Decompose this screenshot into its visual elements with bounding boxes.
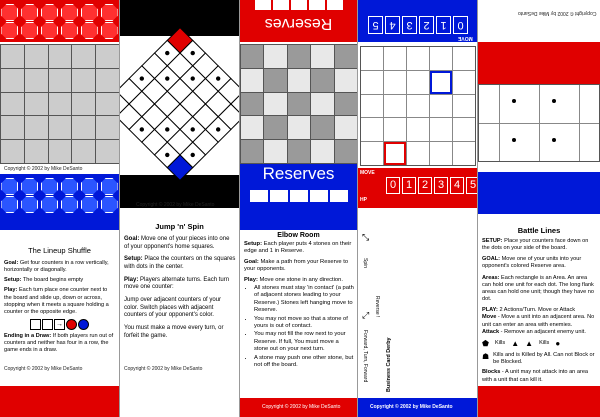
- reserves-title-bottom: Reserves: [262, 164, 335, 183]
- track-square[interactable]: [384, 47, 406, 70]
- track-square[interactable]: [430, 95, 452, 118]
- board-square[interactable]: [49, 140, 72, 163]
- board-square[interactable]: [264, 116, 286, 139]
- board-square[interactable]: [96, 93, 119, 116]
- play-label: Play: [4, 287, 16, 294]
- board-square[interactable]: [241, 69, 263, 92]
- goal-label: Goal: [244, 258, 257, 265]
- gauge-number[interactable]: 3: [402, 16, 417, 34]
- board-square[interactable]: [25, 93, 48, 116]
- kills-text: Kills: [494, 340, 506, 347]
- card-title: Business Card Derby: [386, 337, 392, 392]
- play-text: Each turn place one counter next to the board and slide up, down or across, stopping when it meets a square holding a counter or the opposite edge.: [4, 287, 109, 315]
- setup-text: Each player puts 4 stones on their edge and 1 in Reserve.: [244, 241, 352, 255]
- copyright-text: Copyright © 2002 by Mike DeSanto: [517, 10, 596, 16]
- copyright-text: Copyright © 2002 by Mike DeSanto: [4, 366, 83, 372]
- area[interactable]: [540, 85, 579, 123]
- red-counter: [81, 4, 98, 21]
- track-square[interactable]: [430, 47, 452, 70]
- stone: [327, 0, 343, 10]
- red-counter: [101, 22, 118, 39]
- card-lineup-shuffle: [0, 0, 120, 417]
- board-square[interactable]: [1, 45, 24, 68]
- board-square[interactable]: [49, 116, 72, 139]
- track-square[interactable]: [407, 118, 429, 141]
- draw-label: Ending in a Draw: [4, 333, 50, 339]
- board-square[interactable]: [72, 116, 95, 139]
- red-counter: [41, 22, 58, 39]
- board-square[interactable]: [49, 69, 72, 92]
- track-square[interactable]: [430, 118, 452, 141]
- derby-rules: [386, 212, 454, 392]
- board-square[interactable]: [335, 45, 357, 68]
- board-square[interactable]: [311, 140, 333, 163]
- gauge-top: [360, 16, 476, 34]
- play-text: Move one stone in any direction.: [259, 276, 343, 283]
- gauge-number[interactable]: 4: [450, 177, 464, 194]
- track-square[interactable]: [361, 118, 383, 141]
- area[interactable]: [540, 124, 579, 162]
- setup-label: Setup: [124, 256, 141, 263]
- gauge-number[interactable]: 4: [385, 16, 400, 34]
- red-counter: [61, 4, 78, 21]
- goal-label: GOAL: [482, 256, 499, 263]
- board-square[interactable]: [288, 93, 310, 116]
- track-square[interactable]: [361, 95, 383, 118]
- track-square[interactable]: [361, 71, 383, 94]
- track-square[interactable]: [384, 95, 406, 118]
- board-square[interactable]: [335, 116, 357, 139]
- board-square[interactable]: [335, 93, 357, 116]
- stone: [270, 190, 288, 202]
- goal-label: Goal: [124, 236, 138, 242]
- play-label: PLAY: [482, 307, 496, 314]
- board-square[interactable]: [335, 69, 357, 92]
- triangle-icon: ▲: [511, 338, 520, 348]
- blue-counter: [1, 178, 18, 195]
- goal-label: Goal: [4, 260, 17, 266]
- play-text: 2 Actions/Turn. Move or Attack: [499, 307, 576, 314]
- example-diagram: [30, 319, 89, 330]
- board-square[interactable]: [25, 140, 48, 163]
- blue-stone-row: [240, 190, 357, 202]
- blocks-text: A unit may not attack into an area with a unit that can kill it.: [482, 369, 589, 383]
- blue-counter: [78, 319, 89, 330]
- setup-text: Place the counters on the squares with dots in the center.: [124, 256, 236, 271]
- blue-counter-row-1: [0, 178, 119, 195]
- diagram-square: [42, 319, 53, 330]
- gauge-number[interactable]: 0: [386, 177, 400, 194]
- diamond-board: [120, 0, 240, 208]
- rule-item: • You may not move so that a stone of yours is out of contact.: [254, 316, 354, 331]
- blue-counter: [81, 196, 98, 213]
- blue-counter: [21, 196, 38, 213]
- card-title: The Lineup Shuffle: [28, 246, 91, 255]
- move-text: Move a unit into an adjacent area. No unit can enter an area with enemies.: [482, 314, 595, 328]
- board-square[interactable]: [335, 140, 357, 163]
- card-jump-n-spin: [120, 0, 240, 417]
- track-square[interactable]: [407, 142, 429, 165]
- shield-icon: ⬟: [482, 338, 489, 348]
- setup-label: Setup: [4, 277, 20, 284]
- move-label: Move: [482, 314, 497, 321]
- board-square[interactable]: [72, 93, 95, 116]
- blue-counter: [101, 178, 118, 195]
- battle-board: [478, 84, 600, 162]
- track-square[interactable]: [407, 71, 429, 94]
- gauge-number[interactable]: 5: [466, 177, 478, 194]
- blue-counter: [61, 196, 78, 213]
- checker-board: [240, 44, 358, 164]
- rules-text: Goal: Move one of your pieces into one of your opponent's home squares. Setup: Place the counters on the squares with dots in the center. Play: Players alternate turns. Each turn move one counter: Jump over adjacent counters of your color. Switch places with adjacent counters of your opponent's color. You must make a move every turn, or forfeit the game.: [124, 236, 236, 339]
- draw-rules: Ending in a Draw: If both players run out of counters and neither has four in a row, the game ends in a draw.: [4, 333, 114, 354]
- track-square[interactable]: [361, 47, 383, 70]
- blue-reserve-band: [478, 172, 600, 214]
- forward-icon: ⤢: [362, 310, 370, 320]
- gauge-number[interactable]: 5: [368, 16, 383, 34]
- gauge-number[interactable]: 1: [436, 16, 451, 34]
- stone: [273, 0, 289, 10]
- board-square[interactable]: [96, 69, 119, 92]
- track-square[interactable]: [384, 71, 406, 94]
- board-square[interactable]: [264, 93, 286, 116]
- copyright-text: Copyright © 2002 by Mike DeSanto: [124, 366, 203, 372]
- red-counter: [41, 4, 58, 21]
- board-square[interactable]: [241, 45, 263, 68]
- red-reserve-band: [478, 42, 600, 84]
- arrow-icon: →: [56, 321, 63, 328]
- gauge-number[interactable]: 0: [453, 16, 468, 34]
- track-square[interactable]: [361, 142, 383, 165]
- reserves-title-top: Reserves: [264, 15, 333, 32]
- areas-label: Areas: [482, 274, 498, 281]
- board-square[interactable]: [1, 140, 24, 163]
- board-square[interactable]: [25, 45, 48, 68]
- setup-text: The board begins empty: [22, 277, 84, 284]
- blue-counter: [41, 178, 58, 195]
- blocks-label: Blocks: [482, 369, 501, 376]
- kills-row: [482, 339, 596, 349]
- board-square[interactable]: [241, 116, 263, 139]
- rules-text: Setup: Each player puts 4 stones on their edge and 1 in Reserve. Goal: Make a path from your Reserve to your opponents. Play: Move one stone in any direction. • All stones must stay 'in contact' (a path of adjacent stones leading to your Reserve.) Stones left hanging move to Reserve. • You may not move so that a stone of yours is out of contact. • You may not fill the row next to your Reserve. If full, You must move a stone out on your next turn. • A stone may push one other stone, but not off the board.: [244, 241, 354, 371]
- area[interactable]: [500, 124, 539, 162]
- track-square[interactable]: [384, 142, 406, 165]
- gauge-number[interactable]: 1: [402, 177, 416, 194]
- board-square[interactable]: [288, 140, 310, 163]
- goal-text: Get four counters in a row vertically, horizontally or diagonally.: [4, 260, 109, 274]
- board-square[interactable]: [1, 93, 24, 116]
- track-square[interactable]: [407, 95, 429, 118]
- blue-counter: [21, 178, 38, 195]
- blue-counter: [41, 196, 58, 213]
- spin-label: Spin: [362, 258, 368, 269]
- red-stone-row: [240, 0, 357, 12]
- red-counter: [21, 22, 38, 39]
- attack-text: Remove an adjacent enemy unit.: [504, 328, 586, 335]
- copyright-text: Copyright © 2002 by Mike DeSanto: [4, 166, 83, 172]
- blue-counter: [101, 196, 118, 213]
- stone: [250, 190, 268, 202]
- board-square[interactable]: [72, 69, 95, 92]
- must-move-text: You must make a move every turn, or forfeit the game.: [124, 325, 224, 339]
- red-counter: [101, 4, 118, 21]
- card-title: Jump 'n' Spin: [155, 222, 204, 231]
- card-title: Battle Lines: [517, 226, 561, 235]
- copyright-text: Copyright © 2002 by Mike DeSanto: [136, 202, 215, 208]
- kills-both-text: Kills and is Killed by All. Can not Block or be Blocked.: [493, 352, 595, 366]
- copyright-text: Copyright © 2002 by Mike DeSanto: [370, 404, 453, 410]
- gauge-number[interactable]: 2: [418, 177, 432, 194]
- stone: [291, 0, 307, 10]
- card-battle-lines: [478, 0, 600, 417]
- board-square[interactable]: [311, 93, 333, 116]
- track-square[interactable]: [430, 71, 452, 94]
- board-square[interactable]: [72, 140, 95, 163]
- rules-list: [250, 285, 354, 369]
- gauge-number[interactable]: 3: [434, 177, 448, 194]
- track-square[interactable]: [430, 142, 452, 165]
- board-square[interactable]: [264, 140, 286, 163]
- flank-area[interactable]: [580, 124, 600, 162]
- stone: [309, 0, 325, 10]
- goal-text: Make a path from your Reserve to your opponents.: [244, 258, 349, 273]
- blue-counter: [1, 196, 18, 213]
- area[interactable]: [500, 85, 539, 123]
- red-counter: [1, 22, 18, 39]
- red-footer-band: [478, 386, 600, 417]
- red-counter: [21, 4, 38, 21]
- stone: [310, 190, 328, 202]
- rule-item: • You may not fill the row next to your Reserve. If full, You must move a stone out on your next turn.: [254, 331, 354, 353]
- triangle-icon: ▲: [525, 338, 534, 348]
- play-label: Play: [244, 276, 256, 283]
- setup-label: SETUP: [482, 238, 501, 244]
- board-square[interactable]: [25, 69, 48, 92]
- gauge-number[interactable]: 2: [419, 16, 434, 34]
- areas-text: Each rectangle is an Area. An area can hold one unit for each dot. The long flank areas can hold one unit; though they have no dot.: [482, 274, 594, 303]
- track-square[interactable]: [453, 71, 475, 94]
- red-counter: [66, 319, 77, 330]
- blue-counter: [81, 178, 98, 195]
- board-square[interactable]: [288, 116, 310, 139]
- setup-text: Place your counters face down on the dots on your side of the board.: [482, 238, 589, 252]
- board-square[interactable]: [311, 69, 333, 92]
- rules-text: Goal: Get four counters in a row vertically, horizontally or diagonally. Setup: The board begins empty Play: Each turn place one counter next to the board and slide up, down or across, stopping when it meets a square holding a counter or the opposite edge.: [4, 260, 109, 315]
- move-label: MOVE: [458, 35, 473, 41]
- board-square[interactable]: [264, 69, 286, 92]
- flank-area[interactable]: [479, 85, 499, 123]
- board-square[interactable]: [264, 45, 286, 68]
- track-square[interactable]: [453, 142, 475, 165]
- attack-label: Attack: [482, 328, 500, 335]
- board-square[interactable]: [72, 45, 95, 68]
- skull-icon: ☗: [482, 352, 490, 362]
- rule-item: • All stones must stay 'in contact' (a path of adjacent stones leading to your Reserve.) Stones left hanging move to Reserve.: [254, 285, 354, 315]
- copyright-text: Copyright © 2002 by Mike DeSanto: [262, 404, 341, 410]
- track-square[interactable]: [384, 118, 406, 141]
- rules-text: SETUP: Place your counters face down on the dots on your side of the board. GOAL: Move one of your units into your opponent's colored Reserve area. Areas: Each rectangle is an Area. An area can hold one unit for each dot. The long flank areas can hold one unit; though they have no dot. PLAY: 2 Actions/Turn. Move or Attack Move - Move a unit into an adjacent area. No unit can enter an area with enemies. Attack - Remove an adjacent enemy unit. ⬟ Kills ▲ ▲ Kills ● ☗ Kills and is Killed by All. Can not Block or be Blocked. Blocks - A unit may not attack into an area with a unit that can kill it.: [482, 238, 595, 383]
- rule-item: • A stone may push one other stone, but not off the board.: [254, 355, 354, 370]
- lineup-board: [0, 44, 120, 164]
- setup-label: Setup: [244, 241, 261, 247]
- stone: [290, 190, 308, 202]
- flank-area[interactable]: [580, 85, 600, 123]
- move-label: MOVE: [360, 170, 375, 176]
- board-square[interactable]: [25, 116, 48, 139]
- track-square[interactable]: [453, 118, 475, 141]
- jump-board-area: [120, 0, 239, 208]
- diagram-square: [30, 319, 41, 330]
- card-derby: [358, 0, 478, 417]
- stone: [255, 0, 271, 10]
- gauge-bottom: [386, 177, 478, 194]
- red-counter-row-1: [0, 4, 119, 21]
- red-counter: [1, 4, 18, 21]
- reverse-label: Reverse !: [374, 296, 380, 318]
- board-square[interactable]: [96, 45, 119, 68]
- circle-icon: ●: [555, 338, 561, 348]
- play-label: Play: [124, 276, 137, 283]
- board-square[interactable]: [49, 93, 72, 116]
- derby-track: [360, 46, 476, 166]
- red-counter: [61, 22, 78, 39]
- goal-text: Move one of your units into your opponent's colored Reserve area.: [482, 256, 582, 270]
- kills-both-row: [482, 352, 596, 366]
- draw-text: If both players run out of counters and neither has four in a row, the game ends in a draw.: [4, 333, 114, 354]
- red-counter-row-2: [0, 22, 119, 39]
- board-square[interactable]: [288, 45, 310, 68]
- track-square[interactable]: [407, 47, 429, 70]
- stone: [330, 190, 348, 202]
- blue-counter: [61, 178, 78, 195]
- board-square[interactable]: [241, 140, 263, 163]
- jump-over-text: Jump over adjacent counters of your color. Switch places with adjacent counters of your opponent's color.: [124, 297, 222, 319]
- red-footer-band: [0, 386, 119, 417]
- goal-text: Move one of your pieces into one of your opponent's home squares.: [124, 236, 230, 250]
- board-square[interactable]: [96, 140, 119, 163]
- board-square[interactable]: [49, 45, 72, 68]
- board-square[interactable]: [288, 69, 310, 92]
- spin-icon: ⤡: [362, 232, 370, 242]
- track-square[interactable]: [453, 95, 475, 118]
- board-square[interactable]: [241, 93, 263, 116]
- red-counter: [81, 22, 98, 39]
- blue-counter-row-2: [0, 196, 119, 213]
- board-square[interactable]: [1, 116, 24, 139]
- kills-text: Kills: [539, 340, 550, 347]
- flank-area[interactable]: [479, 124, 499, 162]
- card-reserves: [240, 0, 358, 417]
- play-text: Players alternate turns. Each turn move one counter:: [124, 276, 230, 291]
- hp-label: HP: [360, 197, 367, 203]
- track-square[interactable]: [453, 47, 475, 70]
- board-square[interactable]: [1, 69, 24, 92]
- board-square[interactable]: [311, 116, 333, 139]
- board-square[interactable]: [311, 45, 333, 68]
- forward-label: Forward, Turn, Forward: [362, 330, 368, 383]
- board-square[interactable]: [96, 116, 119, 139]
- card-title: Elbow Room: [277, 232, 320, 239]
